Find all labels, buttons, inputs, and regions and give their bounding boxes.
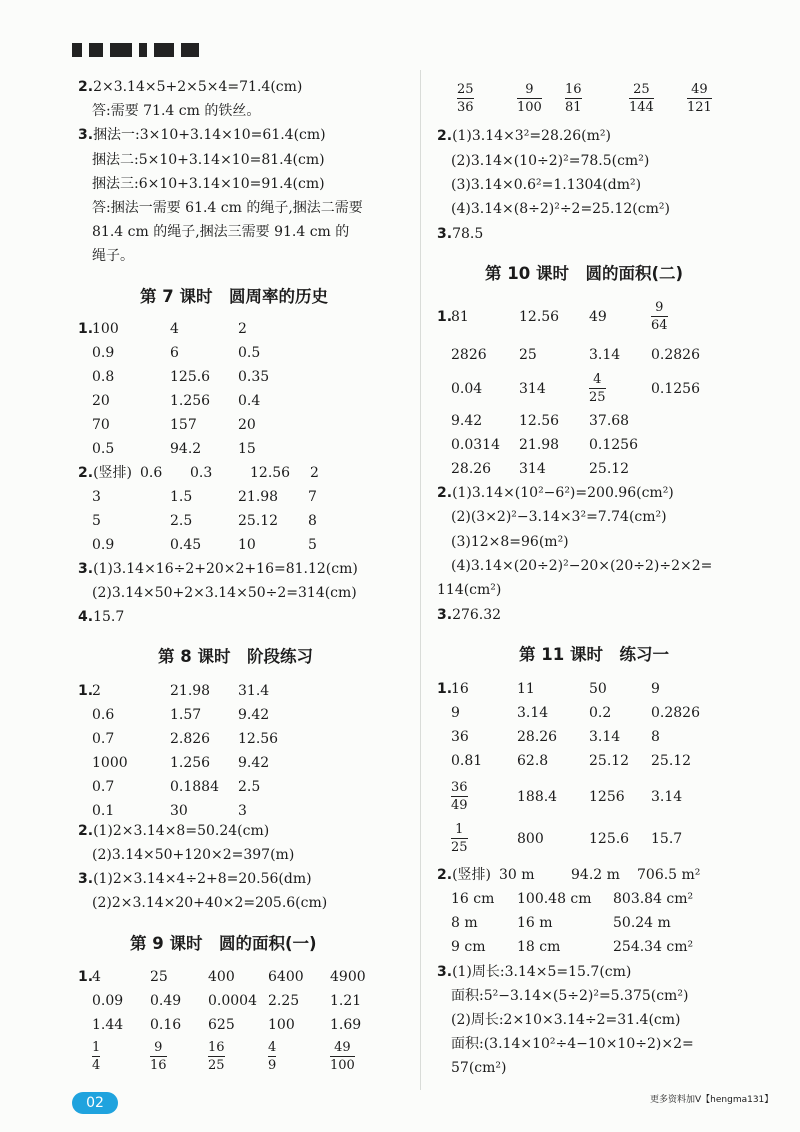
denominator: 9	[268, 1058, 277, 1073]
answer-line: 答:捆法一需要 61.4 cm 的绳子,捆法二需要	[92, 200, 363, 216]
grid-cell: 21.98	[170, 683, 211, 699]
grid-cell: 0.04	[451, 381, 483, 397]
question-number: 2.(竖排)	[78, 465, 132, 481]
grid-cell: 9.42	[451, 413, 483, 429]
grid-cell: 2.826	[170, 731, 211, 747]
grid-cell: 12.56	[250, 465, 291, 481]
answer-line: 2.(1)3.14×(10²−6²)=200.96(cm²)	[437, 485, 674, 501]
question-number: 1.	[437, 309, 453, 325]
answer-line: 面积:(3.14×10²÷4−10×10÷2)×2=	[451, 1036, 694, 1052]
grid-cell: 1000	[92, 755, 128, 771]
denominator: 100	[330, 1058, 355, 1073]
grid-cell: 0.6	[92, 707, 115, 723]
grid-cell: 2	[310, 465, 319, 481]
grid-cell: 70	[92, 417, 110, 433]
grid-cell: 20	[238, 417, 256, 433]
question-number: 2.(竖排)	[437, 867, 491, 883]
fraction-bar	[330, 1056, 355, 1057]
numerator: 4	[268, 1040, 277, 1055]
question-number: 1.	[78, 683, 94, 699]
grid-cell: 1.256	[170, 393, 211, 409]
answer-line: 答:需要 71.4 cm 的铁丝。	[92, 103, 261, 119]
grid-cell: 2.25	[268, 993, 300, 1009]
answer-line: 面积:5²−3.14×(5÷2)²=5.375(cm²)	[451, 988, 689, 1004]
grid-cell: 0.9	[92, 537, 115, 553]
grid-cell: 1.256	[170, 755, 211, 771]
section-heading: 第 11 课时 练习一	[519, 645, 669, 664]
grid-cell: 25.12	[651, 753, 692, 769]
grid-cell: 0.5	[238, 345, 261, 361]
column-divider	[420, 70, 421, 1090]
grid-cell: 125.6	[170, 369, 211, 385]
grid-cell: 2.5	[238, 779, 261, 795]
answer-line: 3.276.32	[437, 607, 502, 623]
grid-cell: 9.42	[238, 755, 270, 771]
fraction-bar	[451, 838, 468, 839]
grid-cell: 94.2 m	[571, 867, 620, 883]
grid-cell: 2	[92, 683, 101, 699]
grid-cell: 4	[92, 969, 101, 985]
answer-line: 3.(1)2×3.14×4÷2+8=20.56(dm)	[78, 871, 312, 887]
grid-cell: 11	[517, 681, 535, 697]
grid-cell: 0.0314	[451, 437, 500, 453]
grid-cell: 6400	[268, 969, 304, 985]
grid-cell: 25.12	[589, 753, 630, 769]
fraction	[457, 82, 474, 115]
question-number: 1.	[437, 681, 453, 697]
denominator: 81	[565, 100, 582, 115]
grid-cell: 12.56	[519, 413, 560, 429]
answer-line: 114(cm²)	[437, 582, 502, 598]
grid-cell: 0.2826	[651, 347, 700, 363]
fraction	[451, 780, 468, 813]
fraction-bar	[268, 1056, 276, 1057]
grid-cell: 36	[451, 729, 469, 745]
grid-cell: 0.2826	[651, 705, 700, 721]
grid-cell: 31.4	[238, 683, 270, 699]
grid-cell: 3	[92, 489, 101, 505]
answer-line: (4)3.14×(20÷2)²−20×(20÷2)÷2×2=	[451, 558, 713, 574]
grid-cell: 800	[517, 831, 544, 847]
numerator: 49	[691, 82, 708, 97]
grid-cell: 0.1884	[170, 779, 219, 795]
grid-cell: 20	[92, 393, 110, 409]
grid-cell: 625	[208, 1017, 235, 1033]
fraction-bar	[208, 1056, 225, 1057]
fraction-bar	[150, 1056, 167, 1057]
grid-cell: 25	[519, 347, 537, 363]
fraction	[517, 82, 542, 115]
denominator: 49	[451, 798, 468, 813]
numerator: 9	[655, 300, 664, 315]
grid-cell: 1.21	[330, 993, 362, 1009]
numerator: 16	[565, 82, 582, 97]
grid-cell: 0.16	[150, 1017, 182, 1033]
grid-cell: 2826	[451, 347, 487, 363]
answer-line: (2)2×3.14×20+40×2=205.6(cm)	[92, 895, 328, 911]
denominator: 16	[150, 1058, 167, 1073]
section-heading: 第 7 课时 圆周率的历史	[140, 287, 328, 306]
fraction	[208, 1040, 225, 1073]
fraction	[629, 82, 654, 115]
grid-cell: 0.49	[150, 993, 182, 1009]
answer-line: 57(cm²)	[451, 1060, 507, 1076]
answer-line: (3)3.14×0.6²=1.1304(dm²)	[451, 177, 642, 193]
fraction	[589, 372, 606, 405]
grid-cell: 8	[308, 513, 317, 529]
grid-cell: 18 cm	[517, 939, 561, 955]
fraction	[451, 822, 468, 855]
footer-note: 更多资料加V【hengma131】	[650, 1095, 774, 1105]
header-garbled-title	[72, 42, 242, 64]
answer-line: 绳子。	[92, 248, 134, 264]
denominator: 25	[208, 1058, 225, 1073]
answer-line: (2)3.14×50+2×3.14×50÷2=314(cm)	[92, 585, 357, 601]
grid-cell: 4900	[330, 969, 366, 985]
numerator: 16	[208, 1040, 225, 1055]
answer-line: 4.15.7	[78, 609, 125, 625]
numerator: 25	[457, 82, 474, 97]
section-heading: 第 10 课时 圆的面积(二)	[485, 264, 684, 283]
section-heading: 第 8 课时 阶段练习	[158, 647, 313, 666]
grid-cell: 9.42	[238, 707, 270, 723]
numerator: 1	[455, 822, 464, 837]
fraction	[268, 1040, 276, 1073]
grid-cell: 254.34 cm²	[613, 939, 694, 955]
answer-line: 3.(1)周长:3.14×5=15.7(cm)	[437, 964, 632, 980]
grid-cell: 100	[92, 321, 119, 337]
fraction-bar	[457, 98, 474, 99]
grid-cell: 8 m	[451, 915, 478, 931]
grid-cell: 0.1256	[651, 381, 700, 397]
grid-cell: 8	[651, 729, 660, 745]
grid-cell: 0.7	[92, 779, 115, 795]
answer-line: 81.4 cm 的绳子,捆法三需要 91.4 cm 的	[92, 224, 350, 240]
answer-line: 2.(1)2×3.14×8=50.24(cm)	[78, 823, 270, 839]
numerator: 36	[451, 780, 468, 795]
grid-cell: 25.12	[589, 461, 630, 477]
grid-cell: 30 m	[499, 867, 535, 883]
fraction-bar	[589, 388, 606, 389]
denominator: 36	[457, 100, 474, 115]
fraction-bar	[92, 1056, 100, 1057]
fraction	[330, 1040, 355, 1073]
grid-cell: 50	[589, 681, 607, 697]
grid-cell: 0.45	[170, 537, 202, 553]
grid-cell: 9 cm	[451, 939, 486, 955]
grid-cell: 0.0004	[208, 993, 257, 1009]
grid-cell: 15	[238, 441, 256, 457]
grid-cell: 30	[170, 803, 188, 819]
grid-cell: 0.5	[92, 441, 115, 457]
grid-cell: 37.68	[589, 413, 630, 429]
grid-cell: 100	[268, 1017, 295, 1033]
fraction	[565, 82, 582, 115]
grid-cell: 0.1	[92, 803, 115, 819]
fraction-bar	[517, 98, 542, 99]
fraction-bar	[451, 796, 468, 797]
grid-cell: 706.5 m²	[637, 867, 701, 883]
grid-cell: 3.14	[589, 729, 621, 745]
grid-cell: 0.81	[451, 753, 483, 769]
grid-cell: 7	[308, 489, 317, 505]
question-number: 1.	[78, 969, 94, 985]
fraction	[150, 1040, 167, 1073]
numerator: 25	[633, 82, 650, 97]
grid-cell: 62.8	[517, 753, 549, 769]
answer-line: 3.(1)3.14×16÷2+20×2+16=81.12(cm)	[78, 561, 358, 577]
grid-cell: 0.8	[92, 369, 115, 385]
grid-cell: 25	[150, 969, 168, 985]
grid-cell: 0.3	[190, 465, 213, 481]
grid-cell: 157	[170, 417, 197, 433]
answer-line: (2)(3×2)²−3.14×3²=7.74(cm²)	[451, 509, 667, 525]
denominator: 144	[629, 100, 654, 115]
fraction-bar	[687, 98, 712, 99]
section-heading: 第 9 课时 圆的面积(一)	[130, 934, 317, 953]
grid-cell: 3.14	[651, 789, 683, 805]
grid-cell: 10	[238, 537, 256, 553]
grid-cell: 400	[208, 969, 235, 985]
grid-cell: 125.6	[589, 831, 630, 847]
fraction	[651, 300, 668, 333]
grid-cell: 25.12	[238, 513, 279, 529]
grid-cell: 28.26	[451, 461, 492, 477]
grid-cell: 9	[651, 681, 660, 697]
grid-cell: 12.56	[519, 309, 560, 325]
denominator: 64	[651, 318, 668, 333]
grid-cell: 2	[238, 321, 247, 337]
grid-cell: 1.44	[92, 1017, 124, 1033]
answer-line: (3)12×8=96(m²)	[451, 534, 569, 550]
grid-cell: 0.9	[92, 345, 115, 361]
fraction	[92, 1040, 100, 1073]
grid-cell: 6	[170, 345, 179, 361]
grid-cell: 803.84 cm²	[613, 891, 694, 907]
grid-cell: 1.57	[170, 707, 202, 723]
grid-cell: 3.14	[589, 347, 621, 363]
denominator: 121	[687, 100, 712, 115]
fraction	[687, 82, 712, 115]
answer-line: 3.78.5	[437, 226, 484, 242]
fraction-bar	[651, 316, 668, 317]
grid-cell: 0.1256	[589, 437, 638, 453]
answer-line: 捆法二:5×10+3.14×10=81.4(cm)	[92, 152, 325, 168]
answer-line: 3.捆法一:3×10+3.14×10=61.4(cm)	[78, 127, 326, 143]
grid-cell: 50.24 m	[613, 915, 671, 931]
grid-cell: 5	[92, 513, 101, 529]
grid-cell: 0.2	[589, 705, 612, 721]
answer-line: 2.(1)3.14×3²=28.26(m²)	[437, 128, 611, 144]
grid-cell: 4	[170, 321, 179, 337]
grid-cell: 314	[519, 381, 546, 397]
grid-cell: 0.7	[92, 731, 115, 747]
answer-line: (2)3.14×(10÷2)²=78.5(cm²)	[451, 153, 650, 169]
grid-cell: 16 cm	[451, 891, 495, 907]
denominator: 25	[451, 840, 468, 855]
grid-cell: 15.7	[651, 831, 683, 847]
grid-cell: 100.48 cm	[517, 891, 592, 907]
grid-cell: 188.4	[517, 789, 558, 805]
grid-cell: 94.2	[170, 441, 202, 457]
fraction-bar	[565, 98, 582, 99]
answer-line: 2.2×3.14×5+2×5×4=71.4(cm)	[78, 79, 303, 95]
numerator: 9	[525, 82, 534, 97]
numerator: 49	[334, 1040, 351, 1055]
denominator: 4	[92, 1058, 101, 1073]
grid-cell: 5	[308, 537, 317, 553]
answer-line: (2)3.14×50+120×2=397(m)	[92, 847, 295, 863]
question-number: 1.	[78, 321, 94, 337]
grid-cell: 0.6	[140, 465, 163, 481]
grid-cell: 81	[451, 309, 469, 325]
grid-cell: 0.4	[238, 393, 261, 409]
denominator: 100	[517, 100, 542, 115]
grid-cell: 1.69	[330, 1017, 362, 1033]
grid-cell: 21.98	[238, 489, 279, 505]
denominator: 25	[589, 390, 606, 405]
numerator: 1	[92, 1040, 101, 1055]
grid-cell: 16 m	[517, 915, 553, 931]
numerator: 4	[593, 372, 602, 387]
grid-cell: 1.5	[170, 489, 193, 505]
grid-cell: 0.35	[238, 369, 270, 385]
grid-cell: 0.09	[92, 993, 124, 1009]
grid-cell: 16	[451, 681, 469, 697]
answer-line: (2)周长:2×10×3.14÷2=31.4(cm)	[451, 1012, 681, 1028]
fraction-bar	[629, 98, 654, 99]
grid-cell: 49	[589, 309, 607, 325]
grid-cell: 28.26	[517, 729, 558, 745]
grid-cell: 3	[238, 803, 247, 819]
grid-cell: 12.56	[238, 731, 279, 747]
grid-cell: 3.14	[517, 705, 549, 721]
grid-cell: 2.5	[170, 513, 193, 529]
grid-cell: 9	[451, 705, 460, 721]
numerator: 9	[154, 1040, 163, 1055]
grid-cell: 1256	[589, 789, 625, 805]
page-number-badge: 02	[72, 1092, 118, 1114]
answer-line: 捆法三:6×10+3.14×10=91.4(cm)	[92, 176, 325, 192]
grid-cell: 314	[519, 461, 546, 477]
answer-line: (4)3.14×(8÷2)²÷2=25.12(cm²)	[451, 201, 670, 217]
grid-cell: 21.98	[519, 437, 560, 453]
